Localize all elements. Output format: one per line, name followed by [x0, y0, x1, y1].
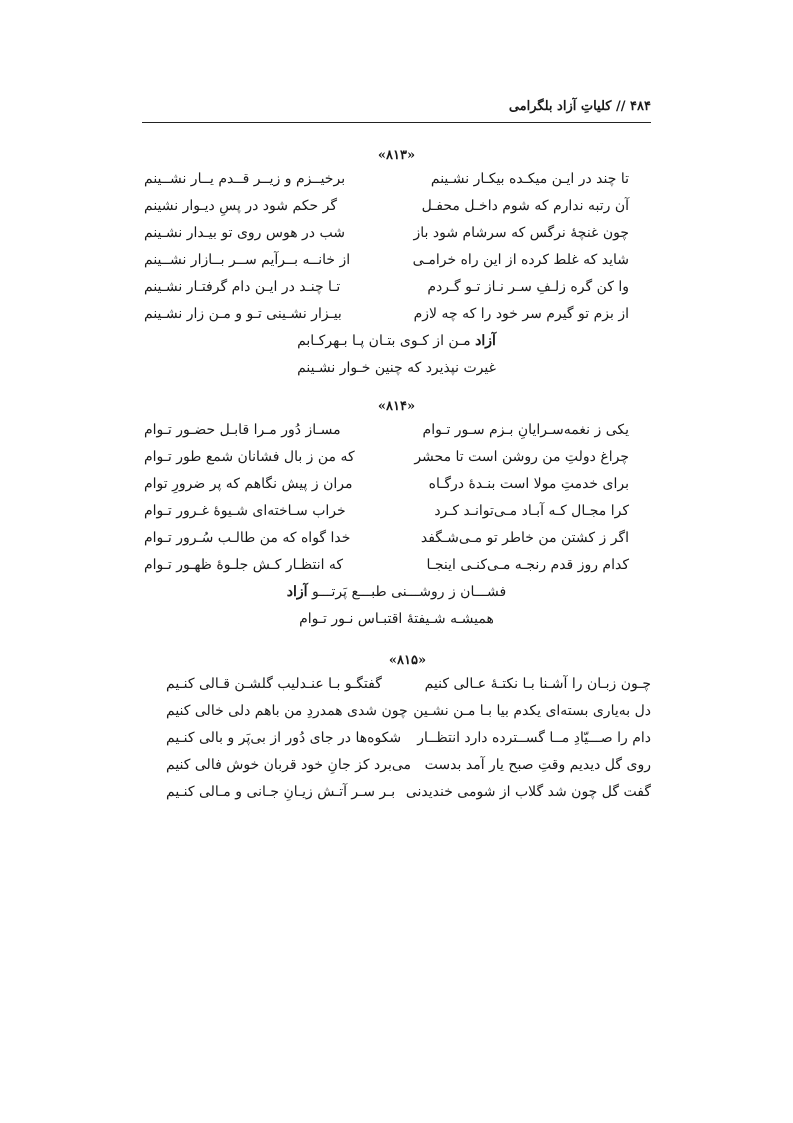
hemistich-second: تـا چنـد در ایـن دام گرفتـار نشـینم — [144, 279, 341, 295]
hemistich-first: چون غنچهٔ نرگس که سرشام شود باز — [413, 225, 629, 241]
page-header — [142, 96, 651, 123]
poem-number: «۸۱۵» — [388, 653, 427, 668]
couplet — [142, 498, 651, 525]
couplet — [142, 193, 651, 220]
hemistich-first: یکی ز نغمه‌سـرایانِ بـزم سـور تـوام — [422, 422, 629, 438]
hemistich-second: چون شدی همدردِ من باهم دلی خالی کنیم — [166, 703, 408, 719]
page-number: ۴۸۴ — [630, 99, 651, 114]
hemistich-first: دل به‌یاری بسته‌ای یکدم بیا بـا مـن نشـین — [413, 703, 651, 719]
couplet — [142, 247, 651, 274]
hemistich-second: گفتگـو بـا عنـدلیب گلشـن قـالی کنـیم — [166, 676, 382, 692]
hemistich-second: بیـزار نشـینی تـو و مـن زار نشـینم — [144, 306, 342, 322]
hemistich-first: کدام روز قدم رنجـه مـی‌کنـی اینجـا — [426, 557, 629, 573]
hemistich-first: آن رتبه ندارم که شوم داخـل محفـل — [421, 198, 629, 214]
hemistich-first: تا چند در ایـن میکـده بیکـار نشـینم — [430, 171, 629, 187]
couplet — [164, 698, 651, 725]
hemistich-second: گر حکم شود در پسِ دیـوار نشینم — [144, 198, 337, 214]
poet-name: آزاد — [475, 333, 496, 349]
hemistich-second: برخیــزم و زیــر قــدم یــار نشــینم — [144, 171, 346, 187]
book-title: کلیاتِ آزاد بلگرامی — [508, 99, 612, 114]
poem-813 — [142, 146, 651, 382]
couplet — [142, 301, 651, 328]
hemistich-first: دام را صـــیّادِ مــا گســترده دارد انتظــار — [417, 730, 651, 746]
hemistich-first: روی گل دیدیم وقتِ صبح یار آمد بدست — [424, 757, 651, 773]
hemistich-second: بـر سـر آتـش زیـانِ جـانی و مـالی کنـیم — [166, 784, 396, 800]
poem-814 — [142, 397, 651, 633]
couplet — [142, 417, 651, 444]
hemistich-first: کرا مجـال کـه آبـاد مـی‌توانـد کـرد — [434, 503, 629, 519]
couplet — [142, 471, 651, 498]
hemistich-second: که من ز بال فشانان شمع طور تـوام — [144, 449, 355, 465]
final-couplet-line: همیشـه شـیفتهٔ اقتبـاس نـور تـوام — [299, 611, 494, 627]
hemistich-second: خراب سـاخته‌ای شـیوهٔ غـرور تـوام — [144, 503, 346, 519]
couplet — [164, 671, 651, 698]
hemistich-second: مران ز پیش نگاهم که پر ضرورِ توام — [144, 476, 353, 492]
hemistich-first: چـون زبـان را آشـنا بـا نکتـهٔ عـالی کنیم — [424, 676, 651, 692]
header-separator: // — [616, 99, 626, 114]
hemistich-second: شکوه‌ها در جای دُور از بی‌پَر و بالی کنـیم — [166, 730, 402, 746]
couplet — [142, 220, 651, 247]
poem-number: «۸۱۴» — [377, 399, 416, 414]
hemistich-first: وا کن گره زلـفِ سـر نـاز تـو گـردم — [427, 279, 629, 295]
hemistich-first: گفت گل چون شد گلاب از شومی خندیدنی — [405, 784, 651, 800]
couplet — [142, 552, 651, 579]
hemistich-second: از خانــه بــرآیم ســر بــازار نشــینم — [144, 252, 351, 268]
couplet — [142, 166, 651, 193]
final-line-text: فشـــان ز روشـــنی طبـــع پَرتـــو — [307, 584, 507, 600]
hemistich-second: خدا گواه که من طالـب سُـرور تـوام — [144, 530, 351, 546]
final-couplet-line — [142, 328, 651, 355]
hemistich-first: از بزم تو گیرم سر خود را که چه لازم — [413, 306, 629, 322]
hemistich-second: شب در هوس روی تو بیـدار نشـینم — [144, 225, 345, 241]
couplet — [164, 752, 651, 779]
couplet — [164, 725, 651, 752]
hemistich-first: چراغ دولتِ من روشن است تا محشر — [414, 449, 629, 465]
couplet — [142, 274, 651, 301]
running-head — [509, 99, 651, 114]
hemistich-second: می‌برد کز جانِ خود قربان خوش فالی کنیم — [166, 757, 412, 773]
final-couplet-line — [142, 579, 651, 606]
couplet — [142, 525, 651, 552]
hemistich-second: که انتظـار کـش جلـوهٔ ظهـور تـوام — [144, 557, 344, 573]
final-line-text: مـن از کـوی بتـان پـا بـهرکـابم — [297, 333, 476, 349]
final-couplet-line: غیرت نپذیرد که چنین خـوار نشـینم — [297, 360, 496, 376]
poet-name: آزاد — [286, 584, 308, 600]
hemistich-first: شاید که غلط کرده از این راه خرامـی — [412, 252, 629, 268]
hemistich-second: مسـاز دُور مـرا قابـل حضـور تـوام — [144, 422, 341, 438]
hemistich-first: برای خدمتِ مولا است بنـدهٔ درگـاه — [428, 476, 629, 492]
hemistich-first: اگر ز کشتن من خاطر تو مـی‌شـگفد — [420, 530, 629, 546]
poem-number: «۸۱۳» — [377, 148, 416, 163]
couplet — [142, 444, 651, 471]
poem-815 — [164, 651, 651, 806]
couplet — [164, 779, 651, 806]
